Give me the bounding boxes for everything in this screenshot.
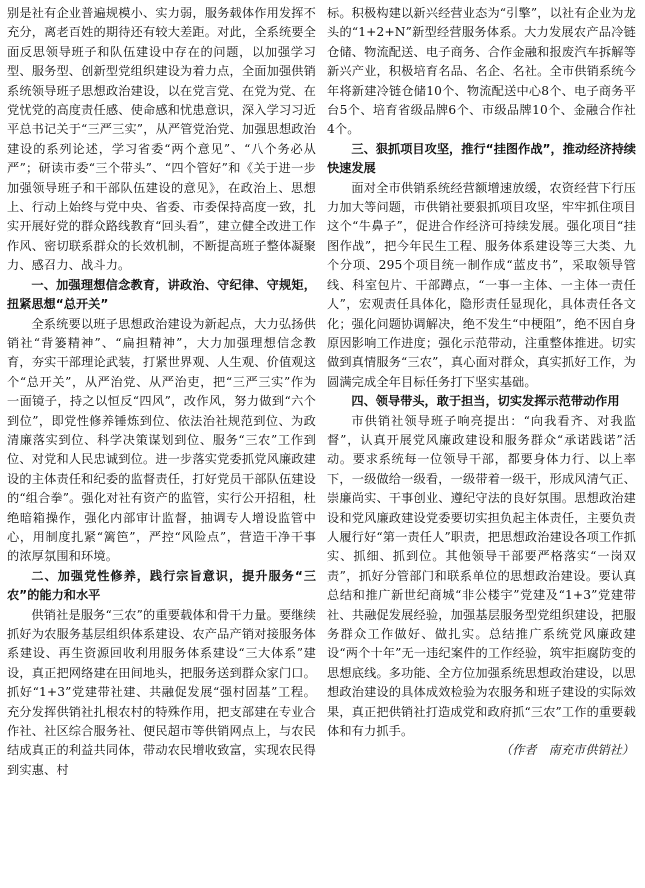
paragraph-section-4: 市供销社领导班子响亮提出：“向我看齐、对我监督”，认真开展党风廉政建设和服务群众“承诺践诺”活动。要求系统每一位领导干部，都要身体力行、以上率下，一级做给一级看，一级带着一级干，形成风清气正、崇廉尚实、干事创业、遵纪守法的良好氛围。思想政治建设和党风廉政建设党委要切实担负起主体责任，主要负责人履行好“第一责任人”职责，把思想政治建设各项工作抓实、抓细、抓到位。其他领导干部要严格落实“一岗双责”，抓好分管部门和联系单位的思想政治建设。要认真总结和推广新世纪商城“非公楼宇”党建及“1+3”党建带社、共融促发展经验，加强基层服务型党组织建设，把服务群众工作做好、做扎实。总结推广系统党风廉政建设“两个十年”无一违纪案件的工作经验，筑牢拒腐防变的思想底线。多功能、全方位加强系统思想政治建设，以思想政治建设的具体成效检验为农服务和班子建设的实际效果，真正把供销社打造成党和政府抓“三农”工作的重要载体和有力抓手。: [327, 413, 636, 739]
paragraph-section-1: 全系统要以班子思想政治建设为新起点，大力弘扬供销社“背篓精神”、“扁担精神”，大力加强理想信念教育，夯实干部理论武装，打紧世界观、人生观、价值观这个“总开关”，从严治党、从严治吏，把“三严三实”作为一面镜子，持之以恒反“四风”，改作风，努力做到“六个到位”，即党性修养锤炼到位、依法治社规范到位、为政清廉落实到位、科学决策谋划到位、服务“三农”工作到位、对党和人民忠诚到位。进一步落实党委抓党风廉政建设的主体责任和纪委的监督责任，打好党员干部队伍建设的“组合拳”。强化对社有资产的监管，实行公开招租，杜绝暗箱操作，强化内部审计监督，抽调专人增设监管中心，用制度扎紧“篱笆”，严控“风险点”，营造干净干事的浓厚氛围和环境。: [7, 316, 316, 564]
paragraph-section-2-continued: 标。积极构建以新兴经营业态为“引擎”，以社有企业为龙头的“1+2+N”新型经营服务体系。大力发展农产品冷链仓储、物流配送、电子商务、合作金融和报废汽车拆解等新兴产业，积极培育名品、名企、名社。全市供销系统今年将新建冷链仓储10个、物流配送中心8个、电子商务平台5个、培育省级品牌6个、市级品牌10个、金融合作社4个。: [327, 6, 636, 137]
right-column: [327, 4, 636, 888]
author-signature: （作者 南充市供销社）: [499, 743, 634, 758]
section-heading-4: 四、领导带头，敢于担当，切实发挥示范带动作用: [351, 394, 620, 409]
paragraph-section-3: 面对全市供销系统经营额增速放缓，农资经营下行压力加大等问题，市供销社要狠抓项目攻坚，牢牢抓住项目这个“牛鼻子”，促进合作经济可持续发展。强化项目“挂图作战”，把今年民生工程、服务体系建设等三大类、九个分项、295个项目统一制作成“蓝皮书”，采取领导管线、科室包片、干部蹲点，“一事一主体、一主体一责任人”，宏观责任具体化，隐形责任显现化，具体责任各文化；强化问题协调解决，绝不发生“中梗阻”，绝不因自身原因影响工作进度；强化示范带动，注重整体推进。切实做到真情服务“三农”，真心面对群众，真实抓好工作，为圆满完成全年目标任务打下坚实基础。: [327, 180, 636, 389]
paragraph-intro-continued: 别是社有企业普遍规模小、实力弱，服务载体作用发挥不充分，离老百姓的期待还有较大差距。对此，全系统要全面反思领导班子和队伍建设中存在的问题，以加强学习型、服务型、创新型党组织建设为着力点，全面加强供销系统领导班子思想政治建设，以在党言党、在党为党、在党忧党的高度责任感、使命感和忧患意识，深入学习习近平总书记关于“三严三实”，从严管党治党、加强思想政治建设的系列论述，学习省委“两个意见”、“八个务必从严”；研读市委“三个带头”、“四个管好”和《关于进一步加强领导班子和干部队伍建设的意见》，在政治上、思想上、行动上始终与党中央、省委、市委保持高度一致，扎实开展好党的群众路线教育“回头看”，建立健全改进工作作风、密切联系群众的长效机制，不断提高班子整体凝聚力、感召力、战斗力。: [7, 6, 316, 273]
section-heading-3: 三、狠抓项目攻坚，推行“挂图作战”，推动经济持续快速发展: [327, 141, 636, 176]
section-heading-1: 一、加强理想信念教育，讲政治、守纪律、守规矩，扭紧思想“总开关”: [7, 277, 316, 312]
section-heading-2: 二、加强党性修养，践行宗旨意识，提升服务“三农”的能力和水平: [7, 568, 316, 603]
paragraph-section-2: 供销社是服务“三农”的重要载体和骨干力量。要继续抓好为农服务基层组织体系建设、农产品产销对接服务体系建设、再生资源回收利用服务体系建设“三大体系”建设，真正把网络建在田间地头，把服务送到群众家门口。抓好“1+3”党建带社建、共融促发展“强村固基”工程。充分发挥供销社扎根农村的特殊作用，把支部建在专业合作社、社区综合服务社、便民超市等供销网点上，与农民结成真正的利益共同体，带动农民增收致富，实现农民得到实惠、村: [7, 607, 316, 777]
left-column: [7, 4, 316, 888]
